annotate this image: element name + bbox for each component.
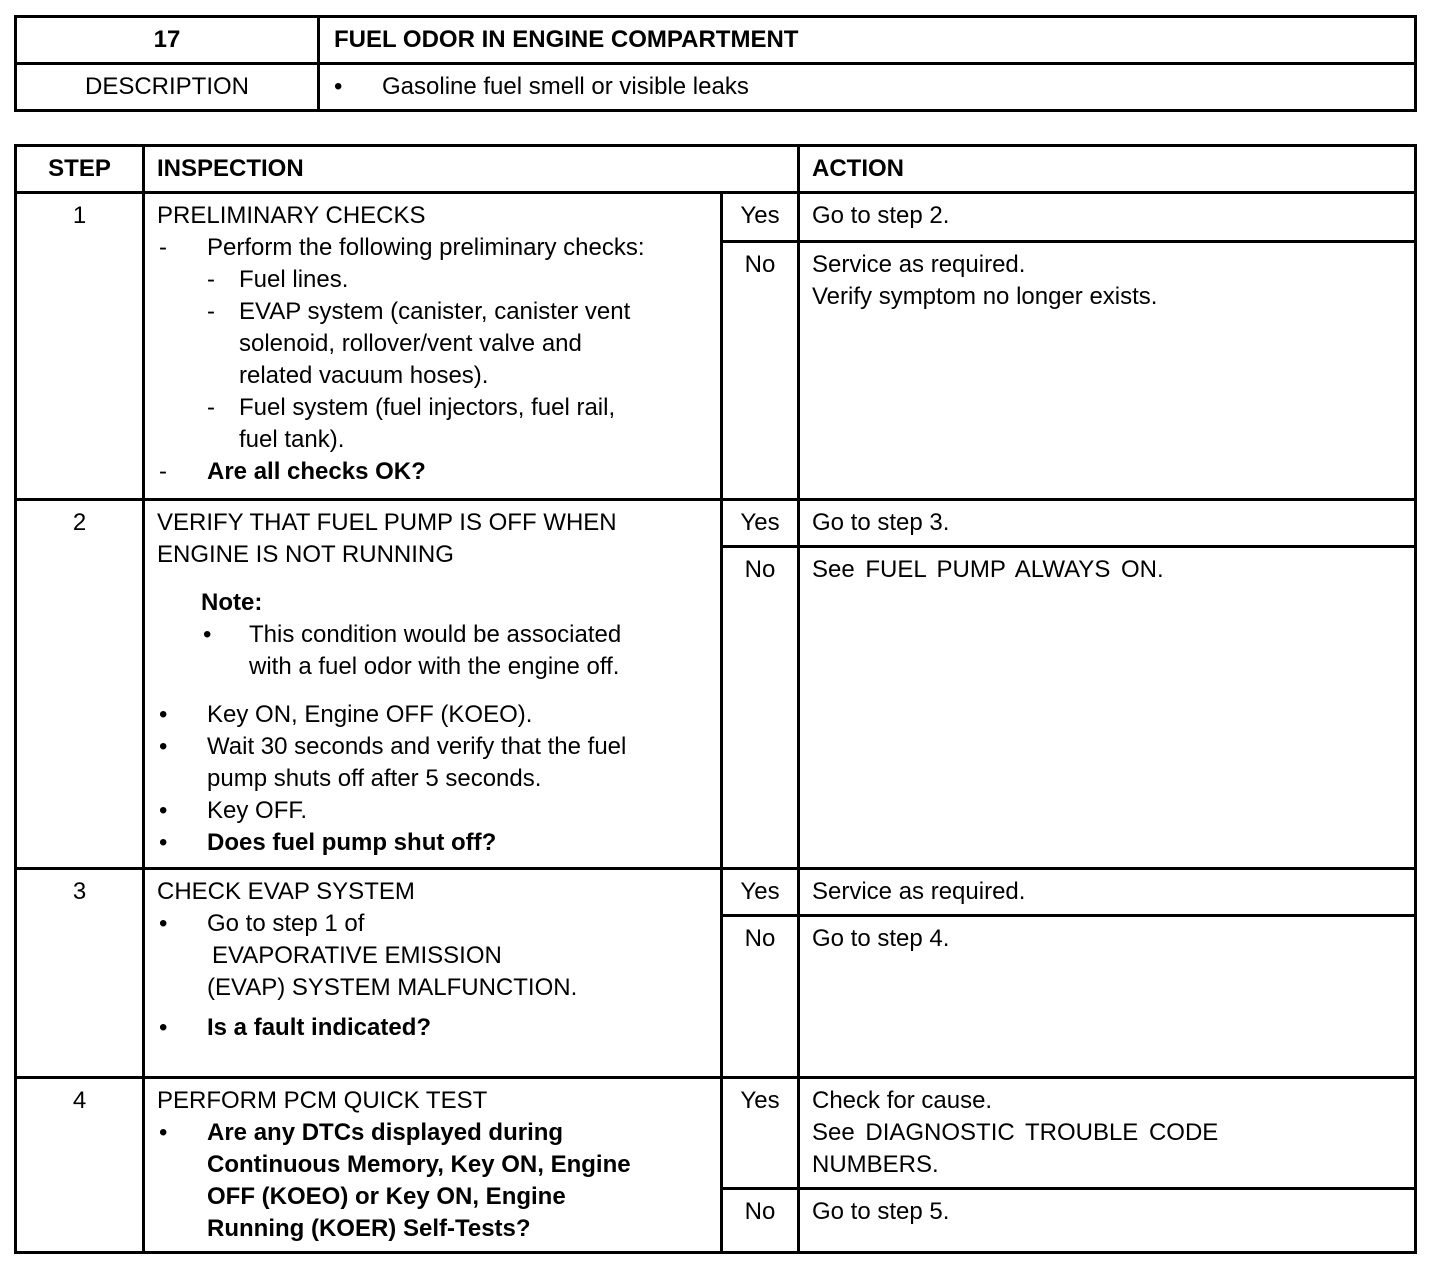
yes-label: Yes xyxy=(722,869,799,916)
list-item: - Fuel lines. xyxy=(207,266,349,293)
no-action: Go to step 4. xyxy=(799,916,1416,1078)
list-item: - EVAP system (canister, canister vent solenoid, rollover/vent valve and related vacuum hoses). xyxy=(207,298,631,389)
column-header-step: STEP xyxy=(16,146,144,193)
table-row xyxy=(16,500,1416,547)
step-title: PRELIMINARY CHECKS xyxy=(157,202,426,229)
step-inspection xyxy=(144,500,722,869)
step-title: CHECK EVAP SYSTEM xyxy=(157,878,415,905)
no-action: Service as required. Verify symptom no longer exists. xyxy=(799,242,1416,500)
list-item: - Perform the following preliminary checks: xyxy=(159,234,645,261)
list-item: • Go to step 1 of EVAPORATIVE EMISSION (EVAP) SYSTEM MALFUNCTION. xyxy=(159,910,578,1001)
list-item: • Key OFF. xyxy=(159,797,308,824)
no-label: No xyxy=(722,916,799,1078)
symptom-number: 17 xyxy=(16,17,319,64)
yes-action: Service as required. xyxy=(799,869,1416,916)
step-title: VERIFY THAT FUEL PUMP IS OFF WHEN xyxy=(157,509,617,536)
yes-action: Go to step 2. xyxy=(799,193,1416,242)
table-row xyxy=(16,869,1416,916)
step-number: 3 xyxy=(16,869,144,1078)
no-label: No xyxy=(722,242,799,500)
step-number: 2 xyxy=(16,500,144,869)
symptom-header-table xyxy=(14,15,1417,112)
column-header-inspection: INSPECTION xyxy=(144,146,799,193)
diagnostic-steps-table xyxy=(14,144,1417,1254)
no-label: No xyxy=(722,547,799,869)
step-inspection xyxy=(144,193,722,500)
list-item: - Fuel system (fuel injectors, fuel rail, fuel tank). xyxy=(207,394,616,453)
table-row xyxy=(16,1078,1416,1189)
no-action: See FUEL PUMP ALWAYS ON. xyxy=(799,547,1416,869)
step-number: 4 xyxy=(16,1078,144,1253)
step-title: ENGINE IS NOT RUNNING xyxy=(157,541,454,568)
yes-action: Go to step 3. xyxy=(799,500,1416,547)
yes-label: Yes xyxy=(722,500,799,547)
step-number: 1 xyxy=(16,193,144,500)
step-question: • Is a fault indicated? xyxy=(159,1014,432,1041)
step-question: • Does fuel pump shut off? xyxy=(159,829,497,856)
description-text: Gasoline fuel smell or visible leaks xyxy=(382,73,749,100)
description-cell xyxy=(319,64,1416,111)
note-item: • This condition would be associated with a fuel odor with the engine off. xyxy=(203,621,622,680)
description-bullet: • xyxy=(334,73,343,100)
list-item: • Wait 30 seconds and verify that the fuel pump shuts off after 5 seconds. xyxy=(159,733,627,792)
table-header-row xyxy=(16,146,1416,193)
yes-label: Yes xyxy=(722,193,799,242)
column-header-action: ACTION xyxy=(799,146,1416,193)
yes-action: Check for cause. See DIAGNOSTIC TROUBLE CODE NUMBERS. xyxy=(799,1078,1416,1189)
symptom-title: FUEL ODOR IN ENGINE COMPARTMENT xyxy=(319,17,1416,64)
step-question: • Are any DTCs displayed during Continuous Memory, Key ON, Engine OFF (KOEO) or Key ON, Engine Running (KOER) Self-Tests? xyxy=(159,1119,631,1242)
description-label: DESCRIPTION xyxy=(16,64,319,111)
step-question: - Are all checks OK? xyxy=(159,458,426,485)
no-label: No xyxy=(722,1189,799,1253)
step-inspection xyxy=(144,869,722,1078)
step-inspection xyxy=(144,1078,722,1253)
step-title: PERFORM PCM QUICK TEST xyxy=(157,1087,488,1114)
no-action: Go to step 5. xyxy=(799,1189,1416,1253)
table-row xyxy=(16,193,1416,242)
yes-label: Yes xyxy=(722,1078,799,1189)
list-item: • Key ON, Engine OFF (KOEO). xyxy=(159,701,533,728)
note-title: Note: xyxy=(201,589,263,616)
